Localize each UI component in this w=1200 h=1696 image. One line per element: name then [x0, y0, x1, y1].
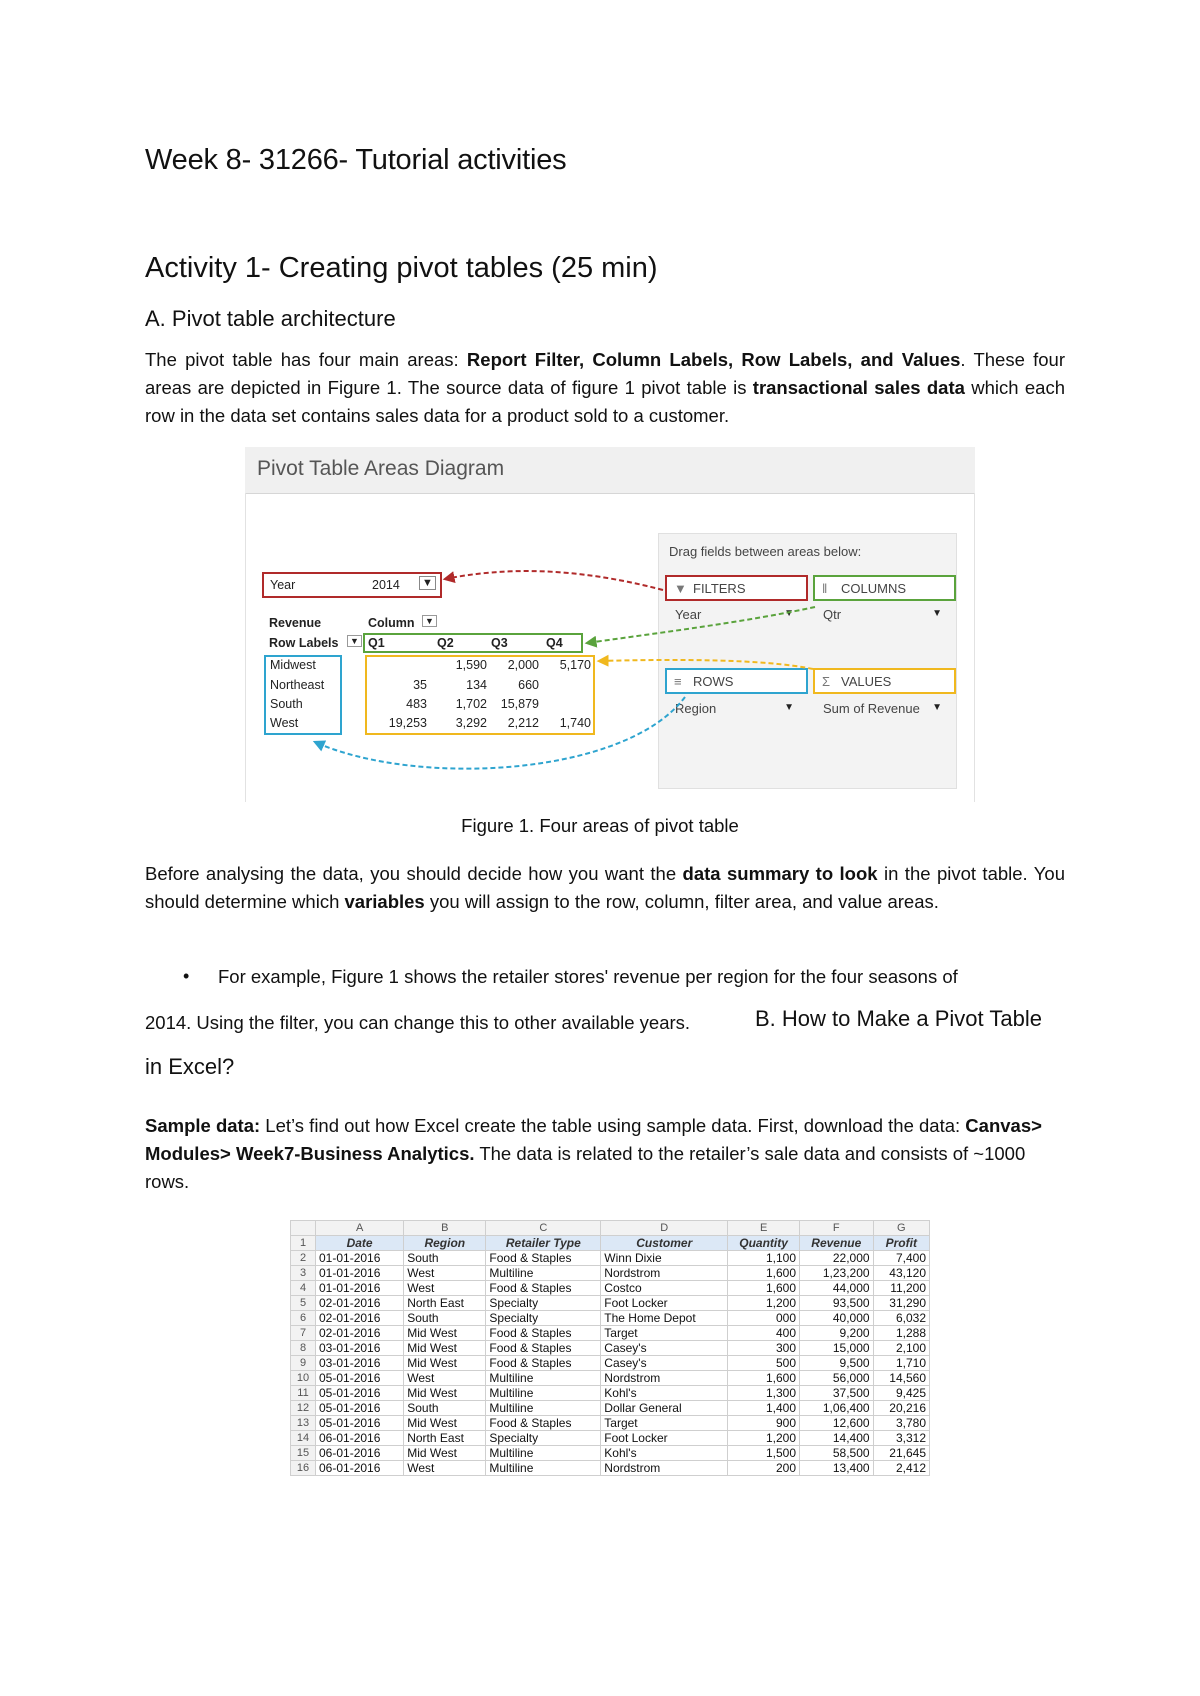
field-header[interactable]: Quantity [728, 1236, 800, 1251]
table-cell[interactable]: 05-01-2016 [316, 1371, 404, 1386]
row-number: 11 [291, 1386, 316, 1401]
field-header[interactable]: Region [404, 1236, 486, 1251]
table-cell[interactable]: 13,400 [800, 1461, 874, 1476]
table-cell[interactable]: 93,500 [800, 1296, 874, 1311]
field-header[interactable]: Revenue [800, 1236, 874, 1251]
row-number: 9 [291, 1356, 316, 1371]
column-letter[interactable]: E [728, 1221, 800, 1236]
table-cell[interactable]: Multiline [486, 1401, 601, 1416]
row-number: 4 [291, 1281, 316, 1296]
table-cell[interactable]: 1,288 [873, 1326, 929, 1341]
sample-data-sheet [290, 1220, 930, 1476]
sigma-icon: Σ [822, 674, 831, 689]
table-cell[interactable]: Specialty [486, 1296, 601, 1311]
diagram-title: Pivot Table Areas Diagram [257, 457, 505, 480]
table-cell[interactable]: Target [601, 1416, 728, 1431]
field-header[interactable]: Profit [873, 1236, 929, 1251]
table-cell[interactable]: 37,500 [800, 1386, 874, 1401]
pivot-areas-diagram [245, 447, 975, 802]
table-cell[interactable]: 000 [728, 1311, 800, 1326]
table-cell[interactable]: 01-01-2016 [316, 1281, 404, 1296]
table-cell[interactable]: Kohl's [601, 1446, 728, 1461]
table-cell[interactable]: 11,200 [873, 1281, 929, 1296]
table-cell[interactable]: 1,06,400 [800, 1401, 874, 1416]
table-cell[interactable]: 02-01-2016 [316, 1326, 404, 1341]
value-cell: 660 [518, 678, 539, 692]
quarter-header: Q3 [491, 636, 508, 650]
column-labels-header: Column [368, 616, 415, 630]
table-cell[interactable]: 3,312 [873, 1431, 929, 1446]
table-cell[interactable]: 43,120 [873, 1266, 929, 1281]
table-cell[interactable]: 1,300 [728, 1386, 800, 1401]
table-cell[interactable]: 06-01-2016 [316, 1461, 404, 1476]
table-cell[interactable]: 2,412 [873, 1461, 929, 1476]
table-row [291, 1281, 930, 1296]
table-row [291, 1401, 930, 1416]
table-cell[interactable]: Mid West [404, 1341, 486, 1356]
table-cell[interactable]: 400 [728, 1326, 800, 1341]
table-row [291, 1341, 930, 1356]
table-cell[interactable]: Mid West [404, 1446, 486, 1461]
table-cell[interactable]: 1,200 [728, 1431, 800, 1446]
table-cell[interactable]: Winn Dixie [601, 1251, 728, 1266]
value-cell: 15,879 [500, 697, 539, 711]
table-cell[interactable]: 14,400 [800, 1431, 874, 1446]
table-cell[interactable]: 1,600 [728, 1281, 800, 1296]
columns-field: Qtr [823, 607, 842, 622]
row-number: 10 [291, 1371, 316, 1386]
table-cell[interactable]: Target [601, 1326, 728, 1341]
table-cell[interactable]: 1,400 [728, 1401, 800, 1416]
revenue-label: Revenue [269, 616, 322, 630]
table-cell[interactable]: 14,560 [873, 1371, 929, 1386]
table-cell[interactable]: 40,000 [800, 1311, 874, 1326]
table-cell[interactable]: Multiline [486, 1461, 601, 1476]
chevron-down-icon: ▼ [784, 608, 794, 619]
column-letter[interactable]: C [486, 1221, 601, 1236]
rows-label: ROWS [693, 674, 734, 689]
row-number: 3 [291, 1266, 316, 1281]
table-cell[interactable]: 02-01-2016 [316, 1311, 404, 1326]
table-cell[interactable]: 3,780 [873, 1416, 929, 1431]
column-labels-dropdown-icon[interactable]: ▼ [422, 615, 437, 627]
column-letter[interactable]: F [800, 1221, 874, 1236]
table-cell[interactable]: North East [404, 1296, 486, 1311]
table-cell[interactable]: Multiline [486, 1371, 601, 1386]
table-row [291, 1386, 930, 1401]
table-cell[interactable]: 31,290 [873, 1296, 929, 1311]
table-cell[interactable]: Mid West [404, 1386, 486, 1401]
table-cell[interactable]: 02-01-2016 [316, 1296, 404, 1311]
table-cell[interactable]: 9,200 [800, 1326, 874, 1341]
table-cell[interactable]: 12,600 [800, 1416, 874, 1431]
region-label: Northeast [270, 678, 325, 692]
columns-icon: ‖ [822, 581, 828, 596]
chevron-down-icon: ▼ [932, 608, 942, 619]
table-cell[interactable]: 22,000 [800, 1251, 874, 1266]
page-title: Week 8- 31266- Tutorial activities [145, 144, 567, 176]
table-cell[interactable]: Food & Staples [486, 1281, 601, 1296]
table-cell[interactable]: 21,645 [873, 1446, 929, 1461]
table-cell[interactable]: 6,032 [873, 1311, 929, 1326]
column-letter[interactable]: B [404, 1221, 486, 1236]
filters-label: FILTERS [693, 581, 746, 596]
activity-heading: Activity 1- Creating pivot tables (25 min) [145, 252, 658, 284]
row-number: 6 [291, 1311, 316, 1326]
quarter-header: Q1 [368, 636, 385, 650]
row-number: 14 [291, 1431, 316, 1446]
row-labels-dropdown-icon[interactable]: ▼ [347, 635, 362, 647]
table-cell[interactable]: Food & Staples [486, 1251, 601, 1266]
sample-data-paragraph: Sample data: Let’s find out how Excel create the table using sample data. First, download the data: Canvas> Modules> Week7-Business Analytics. The data is related to the retailer’s sale data and consists of ~1000 rows. [145, 1115, 1042, 1192]
table-cell[interactable]: 1,100 [728, 1251, 800, 1266]
table-cell[interactable]: 900 [728, 1416, 800, 1431]
bullet-dot: • [183, 966, 190, 986]
table-cell[interactable]: 200 [728, 1461, 800, 1476]
table-cell[interactable]: Multiline [486, 1386, 601, 1401]
table-cell[interactable]: 01-01-2016 [316, 1266, 404, 1281]
table-cell[interactable]: 500 [728, 1356, 800, 1371]
table-cell[interactable]: 9,500 [800, 1356, 874, 1371]
rows-field: Region [675, 701, 717, 716]
table-cell[interactable]: Mid West [404, 1416, 486, 1431]
table-cell[interactable]: 56,000 [800, 1371, 874, 1386]
column-letter[interactable]: G [873, 1221, 929, 1236]
chevron-down-icon: ▼ [932, 702, 942, 713]
value-cell: 5,170 [559, 658, 591, 672]
table-row [291, 1251, 930, 1266]
filter-arrow [445, 571, 663, 590]
table-cell[interactable]: 44,000 [800, 1281, 874, 1296]
table-cell[interactable]: 2,100 [873, 1341, 929, 1356]
table-cell[interactable]: 1,600 [728, 1371, 800, 1386]
table-cell[interactable]: Kohl's [601, 1386, 728, 1401]
figure-caption: Figure 1. Four areas of pivot table [461, 815, 739, 836]
column-letter[interactable]: D [601, 1221, 728, 1236]
years-line: 2014. Using the filter, you can change this to other available years. [145, 1012, 691, 1033]
table-cell[interactable]: Casey's [601, 1356, 728, 1371]
filter-icon: ▼ [674, 581, 687, 596]
row-number: 7 [291, 1326, 316, 1341]
table-cell[interactable]: West [404, 1281, 486, 1296]
table-cell[interactable]: South [404, 1401, 486, 1416]
bullet-item: For example, Figure 1 shows the retailer stores' revenue per region for the four seasons of [218, 966, 958, 987]
values-arrow [599, 660, 813, 669]
table-row [291, 1326, 930, 1341]
table-cell[interactable]: 05-01-2016 [316, 1386, 404, 1401]
table-cell[interactable]: West [404, 1266, 486, 1281]
table-cell[interactable]: 06-01-2016 [316, 1446, 404, 1461]
table-cell[interactable]: Casey's [601, 1341, 728, 1356]
analysis-paragraph: Before analysing the data, you should decide how you want the data summary to look in the pivot table. You should determine which variables you will assign to the row, column, filter area, and value areas. [145, 863, 1065, 912]
values-label: VALUES [841, 674, 892, 689]
table-cell[interactable]: 06-01-2016 [316, 1431, 404, 1446]
value-cell: 19,253 [388, 716, 427, 730]
values-field: Sum of Revenue [823, 701, 920, 716]
filter-name: Year [270, 578, 296, 592]
table-cell[interactable]: 05-01-2016 [316, 1416, 404, 1431]
table-cell[interactable]: South [404, 1311, 486, 1326]
table-cell[interactable]: Food & Staples [486, 1416, 601, 1431]
table-cell[interactable]: 1,23,200 [800, 1266, 874, 1281]
value-cell: 35 [413, 678, 427, 692]
region-label: West [270, 716, 299, 730]
field-header[interactable]: Date [316, 1236, 404, 1251]
table-cell[interactable]: Food & Staples [486, 1326, 601, 1341]
table-cell[interactable]: 20,216 [873, 1401, 929, 1416]
table-row [291, 1446, 930, 1461]
table-cell[interactable]: 1,710 [873, 1356, 929, 1371]
table-cell[interactable]: The Home Depot [601, 1311, 728, 1326]
region-label: South [270, 697, 303, 711]
table-row [291, 1371, 930, 1386]
row-number: 12 [291, 1401, 316, 1416]
rows-icon: ≡ [674, 674, 682, 689]
value-cell: 2,212 [507, 716, 539, 730]
rows-arrow [315, 697, 685, 769]
table-row [291, 1296, 930, 1311]
filters-field: Year [675, 607, 702, 622]
column-letter[interactable]: A [316, 1221, 404, 1236]
table-cell[interactable]: Multiline [486, 1446, 601, 1461]
row-number: 16 [291, 1461, 316, 1476]
table-cell[interactable]: 03-01-2016 [316, 1341, 404, 1356]
table-cell[interactable]: Food & Staples [486, 1341, 601, 1356]
column-letter-row [291, 1221, 930, 1236]
intro-paragraph: The pivot table has four main areas: Report Filter, Column Labels, Row Labels, and Values. These four areas are depicted in Figure 1. The source data of figure 1 pivot table is transactional sales data which each row in the data set contains sales data for a product sold to a customer. [145, 349, 1065, 426]
connector-arrows [245, 447, 975, 802]
table-cell[interactable]: West [404, 1371, 486, 1386]
section-a-heading: A. Pivot table architecture [145, 306, 396, 331]
table-cell[interactable]: 7,400 [873, 1251, 929, 1266]
table-cell[interactable]: Nordstrom [601, 1371, 728, 1386]
filter-value: 2014 [372, 578, 400, 592]
value-cell: 2,000 [507, 658, 539, 672]
table-cell[interactable]: 58,500 [800, 1446, 874, 1461]
table-cell[interactable]: Mid West [404, 1356, 486, 1371]
table-row [291, 1356, 930, 1371]
value-cell: 3,292 [455, 716, 487, 730]
table-cell[interactable]: South [404, 1251, 486, 1266]
table-cell[interactable]: 01-01-2016 [316, 1251, 404, 1266]
table-cell[interactable]: Dollar General [601, 1401, 728, 1416]
table-cell[interactable]: 1,600 [728, 1266, 800, 1281]
sheet-corner [291, 1221, 316, 1236]
table-cell[interactable]: 15,000 [800, 1341, 874, 1356]
row-number: 13 [291, 1416, 316, 1431]
table-row [291, 1461, 930, 1476]
chevron-down-icon: ▼ [784, 702, 794, 713]
field-header[interactable]: Retailer Type [486, 1236, 601, 1251]
row-number: 8 [291, 1341, 316, 1356]
table-cell[interactable]: Mid West [404, 1326, 486, 1341]
value-cell: 1,740 [559, 716, 591, 730]
table-cell[interactable]: Specialty [486, 1311, 601, 1326]
table-cell[interactable]: 05-01-2016 [316, 1401, 404, 1416]
table-row [291, 1311, 930, 1326]
table-cell[interactable]: Foot Locker [601, 1296, 728, 1311]
table-cell[interactable]: 1,500 [728, 1446, 800, 1461]
quarter-header: Q4 [546, 636, 563, 650]
row-number: 2 [291, 1251, 316, 1266]
table-row [291, 1431, 930, 1446]
row-labels-header: Row Labels [269, 636, 339, 650]
section-b-heading: B. How to Make a Pivot Table [755, 1006, 1042, 1031]
value-cell: 1,590 [455, 658, 487, 672]
columns-label: COLUMNS [841, 581, 907, 596]
table-cell[interactable]: Foot Locker [601, 1431, 728, 1446]
row-number: 1 [291, 1236, 316, 1251]
panel-hint: Drag fields between areas below: [669, 544, 862, 559]
table-cell[interactable]: Multiline [486, 1266, 601, 1281]
filter-dropdown-icon[interactable]: ▼ [419, 576, 436, 590]
table-cell[interactable]: Costco [601, 1281, 728, 1296]
table-cell[interactable]: West [404, 1461, 486, 1476]
table-cell[interactable]: Nordstrom [601, 1266, 728, 1281]
table-cell[interactable]: 1,200 [728, 1296, 800, 1311]
value-cell: 134 [466, 678, 487, 692]
row-number: 5 [291, 1296, 316, 1311]
region-label: Midwest [270, 658, 316, 672]
field-header-row [291, 1236, 930, 1251]
table-cell[interactable]: 03-01-2016 [316, 1356, 404, 1371]
table-cell[interactable]: 300 [728, 1341, 800, 1356]
value-cell: 1,702 [455, 697, 487, 711]
quarter-header: Q2 [437, 636, 454, 650]
table-cell[interactable]: Specialty [486, 1431, 601, 1446]
table-cell[interactable]: Nordstrom [601, 1461, 728, 1476]
table-cell[interactable]: 9,425 [873, 1386, 929, 1401]
table-cell[interactable]: Food & Staples [486, 1356, 601, 1371]
table-row [291, 1416, 930, 1431]
table-cell[interactable]: North East [404, 1431, 486, 1446]
table-row [291, 1266, 930, 1281]
value-cell: 483 [406, 697, 427, 711]
field-header[interactable]: Customer [601, 1236, 728, 1251]
row-number: 15 [291, 1446, 316, 1461]
columns-arrow [587, 607, 815, 643]
section-b-heading-cont: in Excel? [145, 1054, 235, 1079]
